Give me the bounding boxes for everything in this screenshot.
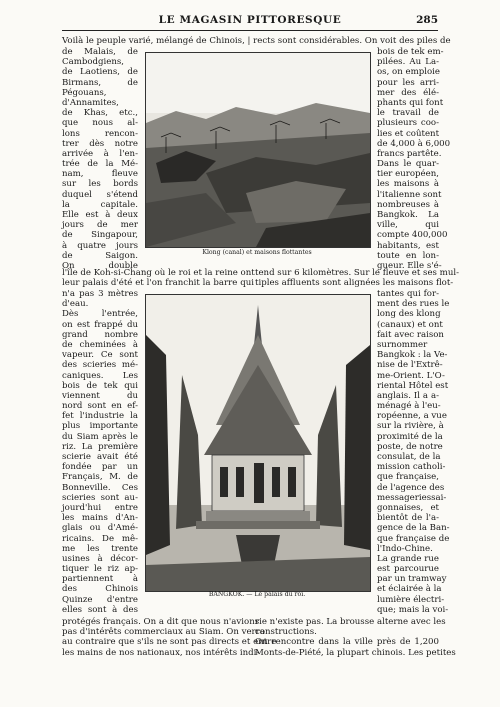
left-column-mid <box>62 289 138 615</box>
page-number: 285 <box>416 14 438 26</box>
text-line: pilées. Au La- <box>377 57 439 68</box>
text-line: que nous al- <box>62 118 138 129</box>
text-line: partiennent à <box>62 574 138 585</box>
page-header <box>62 14 438 28</box>
text-line: rie n'existe pas. La brousse alterne avec les <box>255 617 446 627</box>
text-line: est parcourue <box>377 564 439 575</box>
text-line: francs partête. <box>377 148 442 159</box>
text-line: gueur. Elle s'é- <box>377 260 442 271</box>
text-line: fait avec raison <box>377 329 444 340</box>
text-line: de Khas, etc., <box>62 108 138 119</box>
text-line: anglais. Il a a- <box>377 390 439 401</box>
text-line: arrivée à l'en- <box>62 148 138 159</box>
right-column-top <box>377 47 451 271</box>
text-line: Voilà le peuple varié, mélangé de Chinois, | rects sont considérables. On voit des piles de <box>62 36 451 46</box>
text-line: sur les bords <box>62 179 138 190</box>
text-line: elles sont à des <box>62 604 138 615</box>
text-line: tiples affluents sont alignées les maisons flot- <box>255 278 454 289</box>
text-line: l'Indo-Chine. <box>377 543 433 554</box>
text-line: Pégouans, <box>62 87 107 98</box>
text-line: vapeur. Ce sont <box>62 350 138 361</box>
text-line: des scieries mé- <box>62 360 138 371</box>
text-line: ménagé à l'eu- <box>377 401 441 412</box>
text-line: fet l'industrie la <box>62 411 138 422</box>
text-line: d'Annamites, <box>62 97 119 108</box>
text-line: poste, de notre <box>377 441 443 452</box>
text-line: le travail de <box>377 108 439 119</box>
text-line: Bangkok. La <box>377 210 439 220</box>
text-line: sur la rivière, à <box>377 421 444 432</box>
palace-illustration <box>145 294 371 592</box>
text-line: pour les arri- <box>377 77 439 88</box>
text-line: de Singapour, <box>62 230 138 241</box>
text-line: Quinze d'entre <box>62 594 138 605</box>
text-line: mission catholi- <box>377 462 446 473</box>
text-line: Cambodgiens, <box>62 57 125 68</box>
text-line: jourd'hui entre <box>62 502 138 513</box>
text-line: et éclairée à la <box>377 584 442 595</box>
spanning-left <box>62 268 254 288</box>
text-line: gonnaises, et <box>377 502 439 513</box>
text-line: les mains d'An- <box>62 513 138 524</box>
klong-illustration <box>145 52 371 248</box>
text-line: long des klong <box>377 309 441 320</box>
text-line: nombreuses à <box>377 199 439 210</box>
text-line: ricains. De mê- <box>62 533 138 544</box>
text-line: lies et coûtent <box>377 128 440 139</box>
text-line: Birmans, de <box>62 77 138 88</box>
text-line: nord sont en ef- <box>62 401 138 412</box>
text-line: ropéenne, a vue <box>377 411 447 422</box>
text-line: des Chinois <box>62 584 138 595</box>
text-line: bientôt de l'a- <box>377 513 439 524</box>
text-line: os, on emploie <box>377 67 440 78</box>
text-line: trer dès notre <box>62 138 138 149</box>
text-line: lumière électri- <box>377 594 445 605</box>
text-line: tantes qui for- <box>377 289 439 299</box>
text-line: les mains de nos nationaux, nos intérêts indi- <box>62 647 260 658</box>
text-line: Dans le quar- <box>377 159 439 170</box>
text-line: riz. La première <box>62 441 138 452</box>
text-line: tier européen, <box>377 169 439 180</box>
text-line: Bangkok : la Ve- <box>377 350 448 361</box>
bottom-right-text <box>255 617 456 658</box>
text-line: habitants, est <box>377 240 439 251</box>
text-line: scierie avait été <box>62 452 138 462</box>
text-line: ment des rues le <box>377 299 450 310</box>
text-line: tiquer le riz ap- <box>62 564 138 575</box>
text-line: scieries sont au- <box>62 492 138 503</box>
text-line: constructions. <box>255 627 317 638</box>
text-line: par un tramway <box>377 574 447 585</box>
text-line: au contraire que s'ils ne sont pas directs et entre <box>62 637 277 648</box>
text-line: de Malais, de <box>62 47 138 57</box>
text-line: surnommer <box>377 339 428 350</box>
text-line: de 4,000 à 6,000 <box>377 138 451 149</box>
text-line: de Laotiens, de <box>62 67 138 78</box>
text-line: phants qui font <box>377 97 444 108</box>
text-line: de Saigon. <box>62 250 138 261</box>
text-line: on est frappé du <box>62 319 138 330</box>
text-line: bois de tek em- <box>377 47 444 57</box>
text-line: Monts-de-Piété, la plupart chinois. Les petites <box>255 647 456 658</box>
text-line: Elle est à deux <box>62 210 138 220</box>
text-line: protégés français. On a dit que nous n'avions <box>62 617 260 627</box>
bottom-left-text <box>62 617 277 658</box>
caption-bottom: BANGKOK. — Le palais du roi. <box>208 591 306 598</box>
text-line: usines à décor- <box>62 553 138 564</box>
text-line: d'eau. <box>62 299 89 310</box>
text-line: toute en lon- <box>377 250 439 261</box>
text-line: que; mais la voi- <box>377 604 449 615</box>
text-line: viennent du <box>62 390 138 401</box>
text-line: proximité de la <box>377 431 443 442</box>
text-line: caniques. Les <box>62 370 138 381</box>
text-line: la capitale. <box>62 199 138 210</box>
text-line: (canaux) et ont <box>377 319 443 330</box>
journal-title: LE MAGASIN PITTORESQUE <box>158 14 342 26</box>
text-line: pas d'intérêts commerciaux au Siam. On verra <box>62 627 265 638</box>
text-line: l'italienne sont <box>377 189 442 200</box>
text-line: grand nombre <box>62 329 138 340</box>
text-line: nam, fleuve <box>62 169 138 180</box>
intro-line <box>62 36 451 46</box>
text-line: duquel s'étend <box>62 189 138 200</box>
text-line: consulat, de la <box>377 452 441 462</box>
text-line: lons rencon- <box>62 128 138 139</box>
text-line: compte 400,000 <box>377 230 448 241</box>
text-line: tend sur 6 kilomètres. Sur le fleuve et ses mul- <box>255 268 460 278</box>
text-line: glais ou d'Amé- <box>62 523 138 534</box>
text-line: On rencontre dans la ville près de 1,200 <box>255 637 439 648</box>
header-rule <box>62 30 438 31</box>
text-line: trée de la Mé- <box>62 159 138 170</box>
text-line: Bonneville. Ces <box>62 482 138 493</box>
text-line: Dès l'entrée, <box>62 309 138 320</box>
text-line: leur palais d'été et l'on franchit la barre qui <box>62 278 254 289</box>
left-column-top <box>62 47 138 271</box>
text-line: que française de <box>377 533 450 544</box>
text-line: On double <box>62 260 138 271</box>
text-line: de cheminées à <box>62 339 138 350</box>
text-line: que française, <box>377 472 439 483</box>
text-line: bois de tek qui <box>62 380 138 391</box>
text-line: fondée par un <box>62 462 138 473</box>
text-line: mer des élé- <box>377 87 439 98</box>
caption-top: Klong (canal) et maisons flottantes <box>202 249 312 256</box>
text-line: messageriessai- <box>377 492 447 503</box>
text-line: nise de l'Extrê- <box>377 360 443 371</box>
text-line: l'île de Koh-si-Chang où le roi et la reine ont <box>62 268 255 278</box>
text-line: ville, qui <box>377 220 439 231</box>
text-line: plus importante <box>62 421 138 432</box>
text-line: à quatre jours <box>62 240 138 251</box>
text-line: Français, M. de <box>62 472 138 483</box>
text-line: n'a pas 3 mètres <box>62 289 138 299</box>
text-line: La grande rue <box>377 553 439 564</box>
text-line: me les trente <box>62 543 138 554</box>
right-column-mid <box>377 289 450 615</box>
text-line: plusieurs coo- <box>377 118 439 129</box>
text-line: riental Hôtel est <box>377 380 449 391</box>
spanning-right <box>255 268 460 289</box>
text-line: du Siam après le <box>62 431 138 442</box>
text-line: les maisons à <box>377 179 439 190</box>
text-line: me-Orient. L'O- <box>377 370 445 381</box>
text-line: gence de la Ban- <box>377 523 450 534</box>
text-line: de l'agence des <box>377 482 445 493</box>
text-line: jours de mer <box>62 220 138 231</box>
